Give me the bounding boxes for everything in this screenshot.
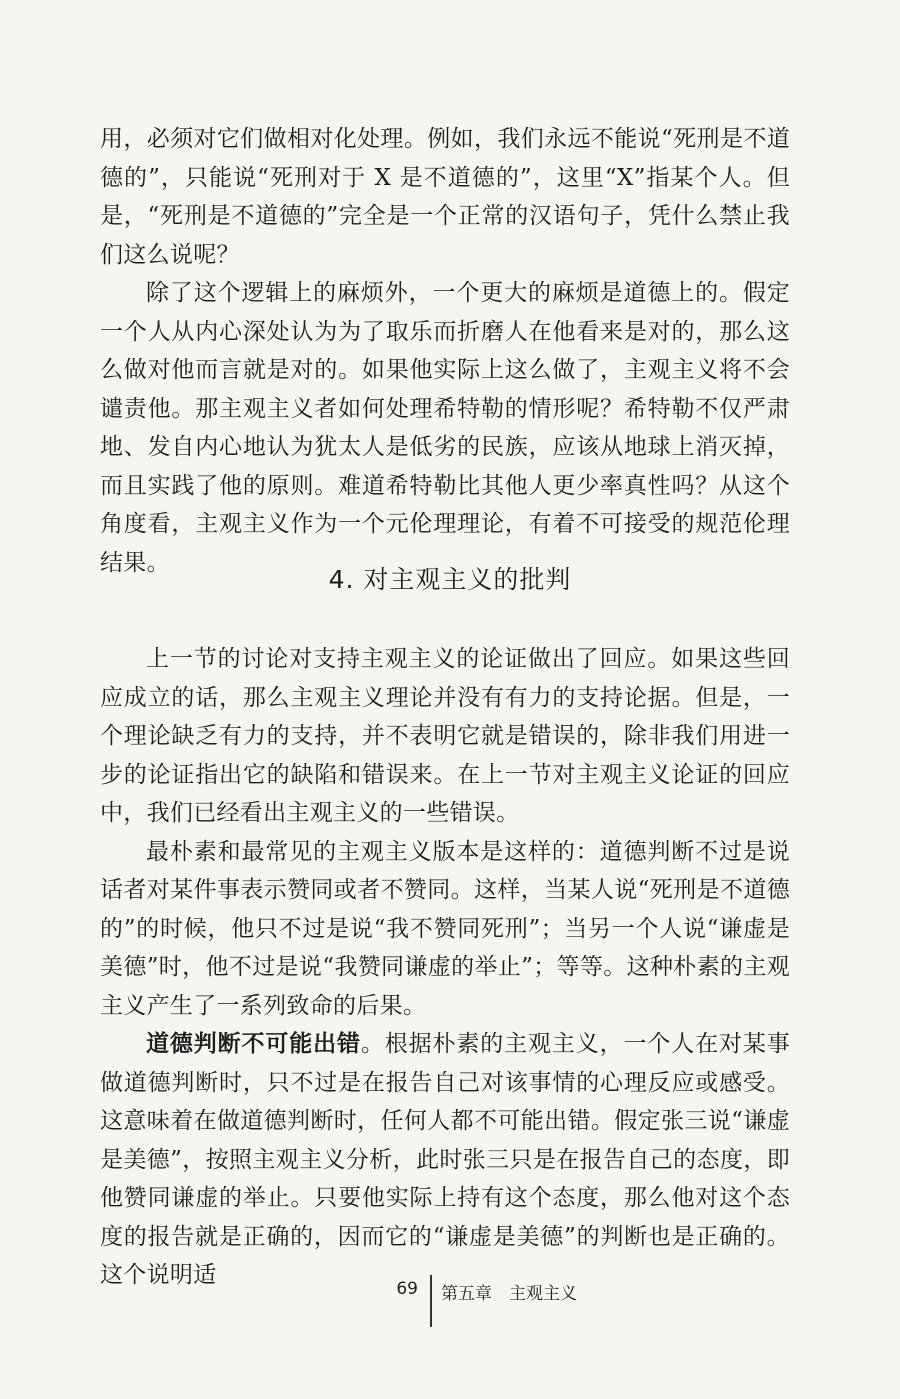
page-number: 69	[396, 1279, 418, 1299]
paragraph-naive-subjectivism: 最朴素和最常见的主观主义版本是这样的：道德判断不过是说话者对某件事表示赞同或者不赞同。这样，当某人说“死刑是不道德的”的时候，他只不过是说“我不赞同死刑”；当另一个人说“谦虚是美德”时，他不过是说“我赞同谦虚的举止”；等等。这种朴素的主观主义产生了一系列致命的后果。	[100, 838, 790, 1019]
paragraph-intro: 上一节的讨论对支持主观主义的论证做出了回应。如果这些回应成立的话，那么主观主义理论并没有有力的支持论据。但是，一个理论缺乏有力的支持，并不表明它就是错误的，除非我们用进一步的论证指出它的缺陷和错误来。在上一节对主观主义论证的回应中，我们已经看出主观主义的一些错误。	[100, 646, 790, 826]
paragraph-continuation: 用，必须对它们做相对化处理。例如，我们永远不能说“死刑是不道德的”，只能说“死刑对于 X 是不道德的”，这里“X”指某个人。但是，“死刑是不道德的”完全是一个正常的汉语句子，凭什么禁止我们这么说呢？	[100, 126, 790, 268]
body-text-bottom	[100, 640, 790, 1295]
page-footer	[0, 1275, 900, 1335]
paragraph-cannot-err-text: 。根据朴素的主观主义，一个人在对某事做道德判断时，只不过是在报告自己对该事情的心理反应或感受。这意味着在做道德判断时，任何人都不可能出错。假定张三说“谦虚是美德”，按照主观主义分析，此时张三只是在报告自己的态度，即他赞同谦虚的举止。只要他实际上持有这个态度，那么他对这个态度的报告就是正确的，因而它的“谦虚是美德”的判断也是正确的。这个说明适	[100, 1031, 790, 1288]
bold-lead-in: 道德判断不可能出错	[146, 1031, 361, 1057]
section-heading: 4. 对主观主义的批判	[328, 565, 572, 594]
paragraph-moral-problem: 除了这个逻辑上的麻烦外，一个更大的麻烦是道德上的。假定一个人从内心深处认为为了取乐而折磨人在他看来是对的，那么这么做对他而言就是对的。如果他实际上这么做了，主观主义将不会谴责他。那主观主义者如何处理希特勒的情形呢？希特勒不仅严肃地、发自内心地认为犹太人是低劣的民族，应该从地球上消灭掉，而且实践了他的原则。难道希特勒比其他人更少率真性吗？从这个角度看，主观主义作为一个元伦理理论，有着不可接受的规范伦理结果。	[100, 280, 790, 576]
footer-divider	[430, 1275, 432, 1327]
running-chapter-title: 第五章 主观主义	[441, 1284, 577, 1304]
body-text-top	[100, 120, 790, 582]
paragraph-cannot-err	[100, 1025, 790, 1295]
